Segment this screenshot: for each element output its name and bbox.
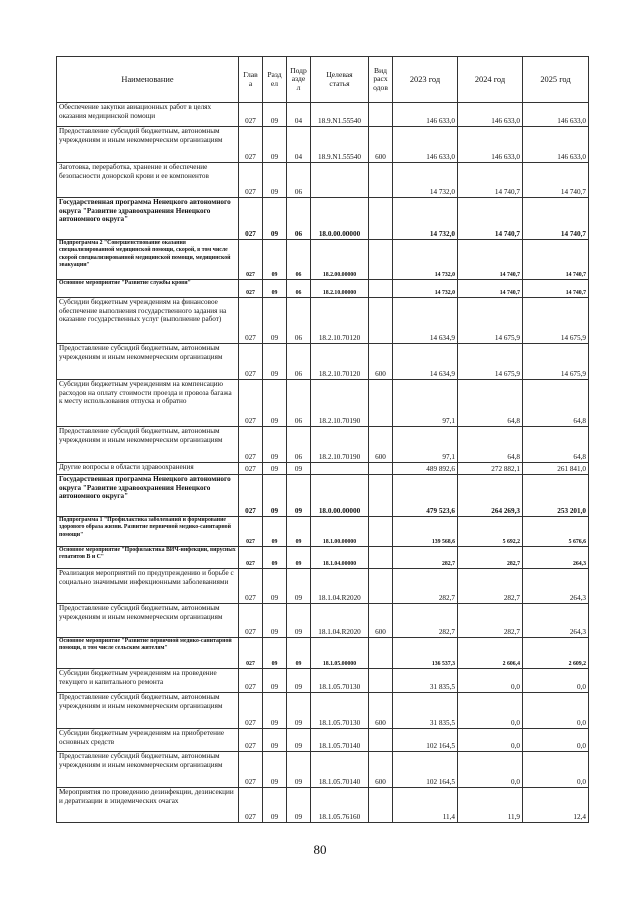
cell-2024: 64,8 — [458, 380, 523, 427]
table-row — [57, 569, 589, 604]
cell-2024: 282,7 — [458, 569, 523, 604]
cell-name: Предоставление субсидий бюджетным, автономным учреждениям и иным некоммерческим организациям — [57, 427, 239, 463]
cell-vid — [369, 380, 393, 427]
cell-podrazdel: 06 — [287, 198, 311, 240]
cell-vid: 600 — [369, 344, 393, 380]
cell-target: 18.1.04.00000 — [311, 547, 369, 569]
cell-razdel: 09 — [263, 752, 287, 788]
table-row — [57, 344, 589, 380]
table-row — [57, 163, 589, 198]
cell-razdel: 09 — [263, 729, 287, 752]
cell-target: 18.0.00.00000 — [311, 198, 369, 240]
cell-2025: 2 609,2 — [523, 638, 589, 669]
cell-glava: 027 — [239, 298, 263, 344]
table-row — [57, 729, 589, 752]
table-body — [57, 103, 589, 823]
cell-podrazdel: 06 — [287, 240, 311, 280]
cell-razdel: 09 — [263, 344, 287, 380]
cell-vid: 600 — [369, 752, 393, 788]
cell-razdel: 09 — [263, 638, 287, 669]
cell-2024: 272 882,1 — [458, 463, 523, 475]
cell-2023: 97,1 — [393, 427, 458, 463]
cell-target — [311, 163, 369, 198]
cell-2025: 0,0 — [523, 752, 589, 788]
cell-2025: 261 841,0 — [523, 463, 589, 475]
table-row — [57, 127, 589, 163]
cell-2023: 139 568,6 — [393, 517, 458, 547]
cell-glava: 027 — [239, 752, 263, 788]
cell-2023: 102 164,5 — [393, 752, 458, 788]
cell-2025: 264,3 — [523, 569, 589, 604]
col-header-name: Наименование — [57, 57, 239, 103]
table-row — [57, 280, 589, 298]
cell-razdel: 09 — [263, 475, 287, 517]
col-header-2025: 2025 год — [523, 57, 589, 103]
cell-glava: 027 — [239, 198, 263, 240]
cell-name: Обеспечение закупки авиационных работ в целях оказания медицинской помощи — [57, 103, 239, 127]
cell-razdel: 09 — [263, 380, 287, 427]
cell-2025: 264,3 — [523, 604, 589, 638]
cell-podrazdel: 09 — [287, 752, 311, 788]
cell-glava: 027 — [239, 517, 263, 547]
cell-razdel: 09 — [263, 517, 287, 547]
cell-2024: 146 633,0 — [458, 127, 523, 163]
cell-razdel: 09 — [263, 198, 287, 240]
cell-2024: 0,0 — [458, 752, 523, 788]
cell-2025: 12,4 — [523, 788, 589, 823]
cell-2025: 253 201,0 — [523, 475, 589, 517]
cell-vid — [369, 240, 393, 280]
cell-razdel: 09 — [263, 693, 287, 729]
cell-glava: 027 — [239, 463, 263, 475]
table-row — [57, 198, 589, 240]
cell-razdel: 09 — [263, 427, 287, 463]
cell-2024: 14 740,7 — [458, 198, 523, 240]
cell-glava: 027 — [239, 693, 263, 729]
cell-vid: 600 — [369, 693, 393, 729]
cell-vid — [369, 475, 393, 517]
cell-razdel: 09 — [263, 669, 287, 693]
col-header-razdel — [263, 57, 287, 103]
cell-2024: 14 675,9 — [458, 298, 523, 344]
cell-2024: 14 675,9 — [458, 344, 523, 380]
cell-name: Основное мероприятие "Развитие службы крови" — [57, 280, 239, 298]
cell-glava: 027 — [239, 280, 263, 298]
cell-vid — [369, 669, 393, 693]
cell-2025: 14 740,7 — [523, 198, 589, 240]
cell-2025: 0,0 — [523, 693, 589, 729]
cell-podrazdel: 09 — [287, 693, 311, 729]
cell-2024: 0,0 — [458, 693, 523, 729]
cell-2023: 146 633,0 — [393, 127, 458, 163]
cell-glava: 027 — [239, 344, 263, 380]
cell-target: 18.1.05.70140 — [311, 752, 369, 788]
cell-2025: 0,0 — [523, 729, 589, 752]
table-row — [57, 240, 589, 280]
col-header-glava — [239, 57, 263, 103]
cell-2024: 11,9 — [458, 788, 523, 823]
table-row — [57, 380, 589, 427]
cell-2025: 14 740,7 — [523, 240, 589, 280]
cell-2024: 0,0 — [458, 729, 523, 752]
cell-vid — [369, 103, 393, 127]
table-row — [57, 669, 589, 693]
cell-name: Предоставление субсидий бюджетным, автономным учреждениям и иным некоммерческим организациям — [57, 127, 239, 163]
cell-2023: 282,7 — [393, 604, 458, 638]
cell-2023: 146 633,0 — [393, 103, 458, 127]
cell-2023: 14 634,9 — [393, 344, 458, 380]
cell-name: Основное мероприятие "Профилактика ВИЧ-инфекции, вирусных гепатитов B и C" — [57, 547, 239, 569]
cell-vid — [369, 463, 393, 475]
cell-vid — [369, 569, 393, 604]
cell-target: 18.2.00.00000 — [311, 240, 369, 280]
cell-glava: 027 — [239, 788, 263, 823]
cell-vid: 600 — [369, 127, 393, 163]
col-header-target-text: Целевая статья — [326, 70, 353, 88]
cell-2025: 264,3 — [523, 547, 589, 569]
table-row — [57, 517, 589, 547]
cell-2024: 5 692,2 — [458, 517, 523, 547]
cell-name: Заготовка, переработка, хранение и обеспечение безопасности донорской крови и ее компонентов — [57, 163, 239, 198]
cell-podrazdel: 06 — [287, 298, 311, 344]
cell-glava: 027 — [239, 569, 263, 604]
cell-podrazdel: 06 — [287, 427, 311, 463]
cell-target: 18.1.00.00000 — [311, 517, 369, 547]
cell-target: 18.0.00.00000 — [311, 475, 369, 517]
cell-2024: 264 269,3 — [458, 475, 523, 517]
cell-podrazdel: 06 — [287, 380, 311, 427]
cell-name: Предоставление субсидий бюджетным, автономным учреждениям и иным некоммерческим организациям — [57, 604, 239, 638]
cell-podrazdel: 06 — [287, 344, 311, 380]
cell-2025: 14 675,9 — [523, 298, 589, 344]
cell-podrazdel: 09 — [287, 604, 311, 638]
cell-name: Субсидии бюджетным учреждениям на финансовое обеспечение выполнения государственного задания на оказание государственных услуг (выполнение работ) — [57, 298, 239, 344]
cell-glava: 027 — [239, 427, 263, 463]
cell-podrazdel: 09 — [287, 669, 311, 693]
cell-podrazdel: 09 — [287, 475, 311, 517]
col-header-vid-text: Вид расх одов — [373, 65, 388, 92]
cell-podrazdel: 09 — [287, 517, 311, 547]
table-row — [57, 475, 589, 517]
cell-glava: 027 — [239, 604, 263, 638]
col-header-podrazdel — [287, 57, 311, 103]
cell-2025: 0,0 — [523, 669, 589, 693]
cell-2024: 14 740,7 — [458, 280, 523, 298]
cell-target: 18.1.05.00000 — [311, 638, 369, 669]
table-row — [57, 638, 589, 669]
cell-vid — [369, 517, 393, 547]
cell-2023: 282,7 — [393, 547, 458, 569]
cell-2023: 31 835,5 — [393, 693, 458, 729]
cell-name: Государственная программа Ненецкого автономного округа "Развитие здравоохранения Ненецкого автономного округа" — [57, 198, 239, 240]
cell-2024: 0,0 — [458, 669, 523, 693]
table-row — [57, 788, 589, 823]
cell-2023: 14 732,0 — [393, 198, 458, 240]
cell-vid — [369, 547, 393, 569]
cell-target: 18.1.05.70130 — [311, 669, 369, 693]
cell-vid — [369, 638, 393, 669]
cell-target: 18.9.N1.55540 — [311, 103, 369, 127]
cell-target: 18.2.10.70190 — [311, 380, 369, 427]
cell-razdel: 09 — [263, 103, 287, 127]
cell-2025: 64,8 — [523, 427, 589, 463]
col-header-vid — [369, 57, 393, 103]
cell-glava: 027 — [239, 127, 263, 163]
col-header-podrazdel-text: Подр азде л — [290, 65, 307, 92]
cell-name: Предоставление субсидий бюджетным, автономным учреждениям и иным некоммерческим организациям — [57, 752, 239, 788]
table-row — [57, 103, 589, 127]
col-header-target — [311, 57, 369, 103]
cell-razdel: 09 — [263, 547, 287, 569]
cell-target: 18.1.04.R2020 — [311, 604, 369, 638]
col-header-glava-text: Глав а — [243, 70, 258, 88]
cell-target: 18.1.05.76160 — [311, 788, 369, 823]
cell-target: 18.2.10.70120 — [311, 344, 369, 380]
table-row — [57, 752, 589, 788]
cell-2023: 102 164,5 — [393, 729, 458, 752]
cell-razdel: 09 — [263, 163, 287, 198]
cell-podrazdel: 04 — [287, 103, 311, 127]
cell-razdel: 09 — [263, 788, 287, 823]
cell-vid — [369, 163, 393, 198]
table-row — [57, 298, 589, 344]
cell-vid — [369, 198, 393, 240]
page-number: 80 — [313, 842, 327, 857]
cell-podrazdel: 06 — [287, 280, 311, 298]
table-row — [57, 463, 589, 475]
cell-glava: 027 — [239, 103, 263, 127]
cell-razdel: 09 — [263, 298, 287, 344]
cell-2023: 11,4 — [393, 788, 458, 823]
cell-razdel: 09 — [263, 569, 287, 604]
cell-target — [311, 463, 369, 475]
cell-glava: 027 — [239, 163, 263, 198]
cell-2024: 146 633,0 — [458, 103, 523, 127]
cell-target: 18.1.05.70130 — [311, 693, 369, 729]
cell-2023: 14 732,0 — [393, 280, 458, 298]
cell-glava: 027 — [239, 240, 263, 280]
cell-glava: 027 — [239, 669, 263, 693]
cell-target: 18.2.10.70120 — [311, 298, 369, 344]
cell-name: Предоставление субсидий бюджетным, автономным учреждениям и иным некоммерческим организациям — [57, 693, 239, 729]
col-header-2023: 2023 год — [393, 57, 458, 103]
cell-2023: 479 523,6 — [393, 475, 458, 517]
cell-name: Подпрограмма 2 "Совершенствование оказания специализированной медицинской помощи, скорой, в том числе скорой специализированной медицинской помощи, медицинской эвакуации" — [57, 240, 239, 280]
cell-podrazdel: 04 — [287, 127, 311, 163]
cell-glava: 027 — [239, 729, 263, 752]
cell-target: 18.1.04.R2020 — [311, 569, 369, 604]
cell-glava: 027 — [239, 638, 263, 669]
col-header-2024: 2024 год — [458, 57, 523, 103]
cell-2023: 282,7 — [393, 569, 458, 604]
cell-podrazdel: 09 — [287, 547, 311, 569]
cell-2025: 5 676,6 — [523, 517, 589, 547]
cell-razdel: 09 — [263, 127, 287, 163]
table-row — [57, 693, 589, 729]
cell-podrazdel: 06 — [287, 163, 311, 198]
cell-target: 18.2.10.00000 — [311, 280, 369, 298]
cell-razdel: 09 — [263, 463, 287, 475]
cell-2023: 14 732,0 — [393, 163, 458, 198]
table-row — [57, 547, 589, 569]
cell-podrazdel: 09 — [287, 638, 311, 669]
table-row — [57, 427, 589, 463]
cell-2024: 64,8 — [458, 427, 523, 463]
budget-table — [56, 56, 589, 823]
cell-name: Подпрограмма 1 "Профилактика заболеваний и формирование здорового образа жизни. Развитие первичной медико-санитарной помощи" — [57, 517, 239, 547]
cell-podrazdel: 09 — [287, 569, 311, 604]
cell-name: Реализация мероприятий по предупреждению и борьбе с социально значимыми инфекционными заболеваниями — [57, 569, 239, 604]
cell-2024: 282,7 — [458, 604, 523, 638]
cell-2023: 14 732,0 — [393, 240, 458, 280]
cell-vid — [369, 280, 393, 298]
cell-podrazdel: 09 — [287, 463, 311, 475]
cell-razdel: 09 — [263, 240, 287, 280]
cell-vid — [369, 788, 393, 823]
cell-name: Основное мероприятие "Развитие первичной медико-санитарной помощи, в том числе сельским жителям" — [57, 638, 239, 669]
cell-2025: 14 740,7 — [523, 163, 589, 198]
cell-target: 18.2.10.70190 — [311, 427, 369, 463]
cell-vid: 600 — [369, 427, 393, 463]
cell-2024: 282,7 — [458, 547, 523, 569]
cell-podrazdel: 09 — [287, 788, 311, 823]
cell-2023: 136 537,3 — [393, 638, 458, 669]
cell-name: Государственная программа Ненецкого автономного округа "Развитие здравоохранения Ненецкого автономного округа" — [57, 475, 239, 517]
cell-2024: 14 740,7 — [458, 240, 523, 280]
cell-2024: 2 606,4 — [458, 638, 523, 669]
table-row — [57, 604, 589, 638]
cell-name: Другие вопросы в области здравоохранения — [57, 463, 239, 475]
cell-name: Субсидии бюджетным учреждениям на приобретение основных средств — [57, 729, 239, 752]
cell-2023: 14 634,9 — [393, 298, 458, 344]
cell-razdel: 09 — [263, 604, 287, 638]
cell-glava: 027 — [239, 547, 263, 569]
cell-glava: 027 — [239, 380, 263, 427]
cell-glava: 027 — [239, 475, 263, 517]
col-header-razdel-text: Разд ел — [267, 70, 282, 88]
cell-name: Мероприятия по проведению дезинфекции, дезинсекции и дератизации в эпидемических очагах — [57, 788, 239, 823]
cell-vid: 600 — [369, 604, 393, 638]
cell-2023: 31 835,5 — [393, 669, 458, 693]
cell-name: Предоставление субсидий бюджетным, автономным учреждениям и иным некоммерческим организациям — [57, 344, 239, 380]
cell-2023: 97,1 — [393, 380, 458, 427]
cell-2025: 64,8 — [523, 380, 589, 427]
cell-2025: 146 633,0 — [523, 127, 589, 163]
cell-target: 18.9.N1.55540 — [311, 127, 369, 163]
cell-2025: 14 740,7 — [523, 280, 589, 298]
cell-podrazdel: 09 — [287, 729, 311, 752]
cell-2025: 146 633,0 — [523, 103, 589, 127]
cell-target: 18.1.05.70140 — [311, 729, 369, 752]
cell-2025: 14 675,9 — [523, 344, 589, 380]
cell-2024: 14 740,7 — [458, 163, 523, 198]
cell-vid — [369, 298, 393, 344]
cell-name: Субсидии бюджетным учреждениям на проведение текущего и капитального ремонта — [57, 669, 239, 693]
cell-razdel: 09 — [263, 280, 287, 298]
cell-2023: 489 892,6 — [393, 463, 458, 475]
cell-vid — [369, 729, 393, 752]
table-header-row — [57, 57, 589, 103]
cell-name: Субсидии бюджетным учреждениям на компенсацию расходов на оплату стоимости проезда и провоза багажа к месту использования отпуска и обратно — [57, 380, 239, 427]
